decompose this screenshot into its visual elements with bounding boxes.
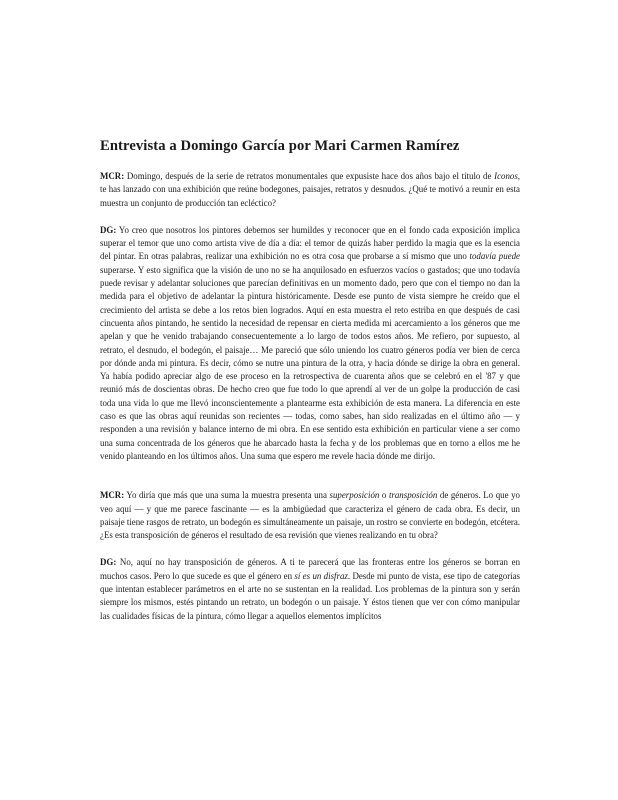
text-run: Yo creo que nosotros los pintores debemos ser humildes y reconocer que en el fondo cada exposición implica superar el temor que uno como artista vive de día a día: el temor de quizás haber perdido la magia que es la esencia del pintar. En otras palabras, realizar una exhibición no es otra cosa que probarse a sí mismo que uno <box>100 224 520 262</box>
italic-run: todavía puede <box>469 251 521 262</box>
interview-block-2 <box>100 224 520 463</box>
text-run: No, aquí no hay transposición de géneros. A ti te parecerá que las fronteras entre los géneros se borran en muchos casos. Pero lo que sucede es que el género en <box>100 557 520 581</box>
document-page <box>100 138 520 637</box>
text-run: Domingo, después de la serie de retratos monumentales que expusiste hace dos años bajo el título de <box>124 171 495 181</box>
italic-run: sí es un disfraz <box>294 570 348 581</box>
italic-run: superposición <box>329 490 380 501</box>
speaker-label: DG: <box>100 224 117 235</box>
paragraph <box>100 556 520 622</box>
interview-block-1 <box>100 170 520 210</box>
speaker-label: DG: <box>100 557 117 568</box>
interview-block-3 <box>100 489 520 542</box>
text-run: Yo diría que más que una suma la muestra presenta una <box>124 490 330 501</box>
text-run: superarse. Y esto significa que la visión de uno no se ha anquilosado en esfuerzos vacíos o gastados; que uno todavía puede revisar y adelantar soluciones que parecían definitivas en un momento dado, pero que con el tiempo no dan la medida para el objetivo de adelantar la pintura históricamente. Desde ese punto de vista siempre he creído que el crecimiento del artista se debe a los retos bien logrados. Aquí en esta muestra el reto estriba en que después de casi cincuenta años pintando, he sentido la necesidad de repensar en cierta medida mi acercamiento a los géneros que me apelan y que he venido trabajando consecuentemente a lo largo de todos estos años. Me refiero, por supuesto, al retrato, el desnudo, el bodegón, el paisaje… Me pareció que sólo uniendo los cuatro géneros podía ver bien de cerca por dónde anda mi pintura. Es decir, cómo se nutre una pintura de la otra, y hacia dónde se dirige la obra en general. Ya había podido apreciar algo de ese proceso en la retrospectiva de cuarenta años que se celebró en el '87 y que reunió más de doscientas obras. De hecho creo que fue todo lo que aprendí al ver de un golpe la producción de casi toda una vida lo que me llevó inconscientemente a plantearme esta exhibición de esta manera. La diferencia en este caso es que las obras aquí reunidas son recientes — todas, como sabes, han sido realizadas en el último año — y responden a una revisión y balance interno de mi obra. En ese sentido esta exhibición en particular viene a ser como una suma concentrada de los géneros que he abarcado hasta la fecha y de los problemas que en torno a ellos me he venido planteando en los últimos años. Una suma que espero me revele hacia dónde me dirijo. <box>100 264 520 461</box>
speaker-label: MCR: <box>100 490 125 501</box>
paragraph <box>100 224 520 463</box>
paragraph <box>100 170 520 210</box>
text-run: o <box>379 490 389 501</box>
italic-run: Iconos <box>494 171 518 181</box>
text-run: , te has lanzado con una exhibición que reúne bodegones, paisajes, retratos y desnudos. ¿Qué te motivó a reunir en esta muestra un conjunto de producción tan ecléctico? <box>100 171 520 208</box>
document-title: Entrevista a Domingo García por Mari Carmen Ramírez <box>100 138 460 154</box>
paragraph <box>100 489 520 542</box>
text-run: de géneros. Lo que yo veo aquí — y que me parece fascinante — es la ambigüedad que caracteriza el género de cada obra. Es decir, un paisaje tiene rasgos de retrato, un bodegón es simultáneamente un paisaje, un rostro se convierte en bodegón, etcétera. ¿Es esta transposición de géneros el resultado de esa revisión que vienes realizando en tu obra? <box>100 490 520 541</box>
italic-run: transposición <box>388 490 438 501</box>
interview-block-4 <box>100 556 520 622</box>
text-run: . Desde mi punto de vista, ese tipo de categorías que intentan establecer parámetros en el arte no se sustentan en la realidad. Los problemas de la pintura son y serán siempre los mismos, estés pintando un retrato, un bodegón o un paisaje. Y éstos tienen que ver con cómo manipular las cualidades físicas de la pintura, cómo llegar a aquellos elementos implícitos <box>100 570 521 621</box>
speaker-label: MCR: <box>100 171 125 181</box>
